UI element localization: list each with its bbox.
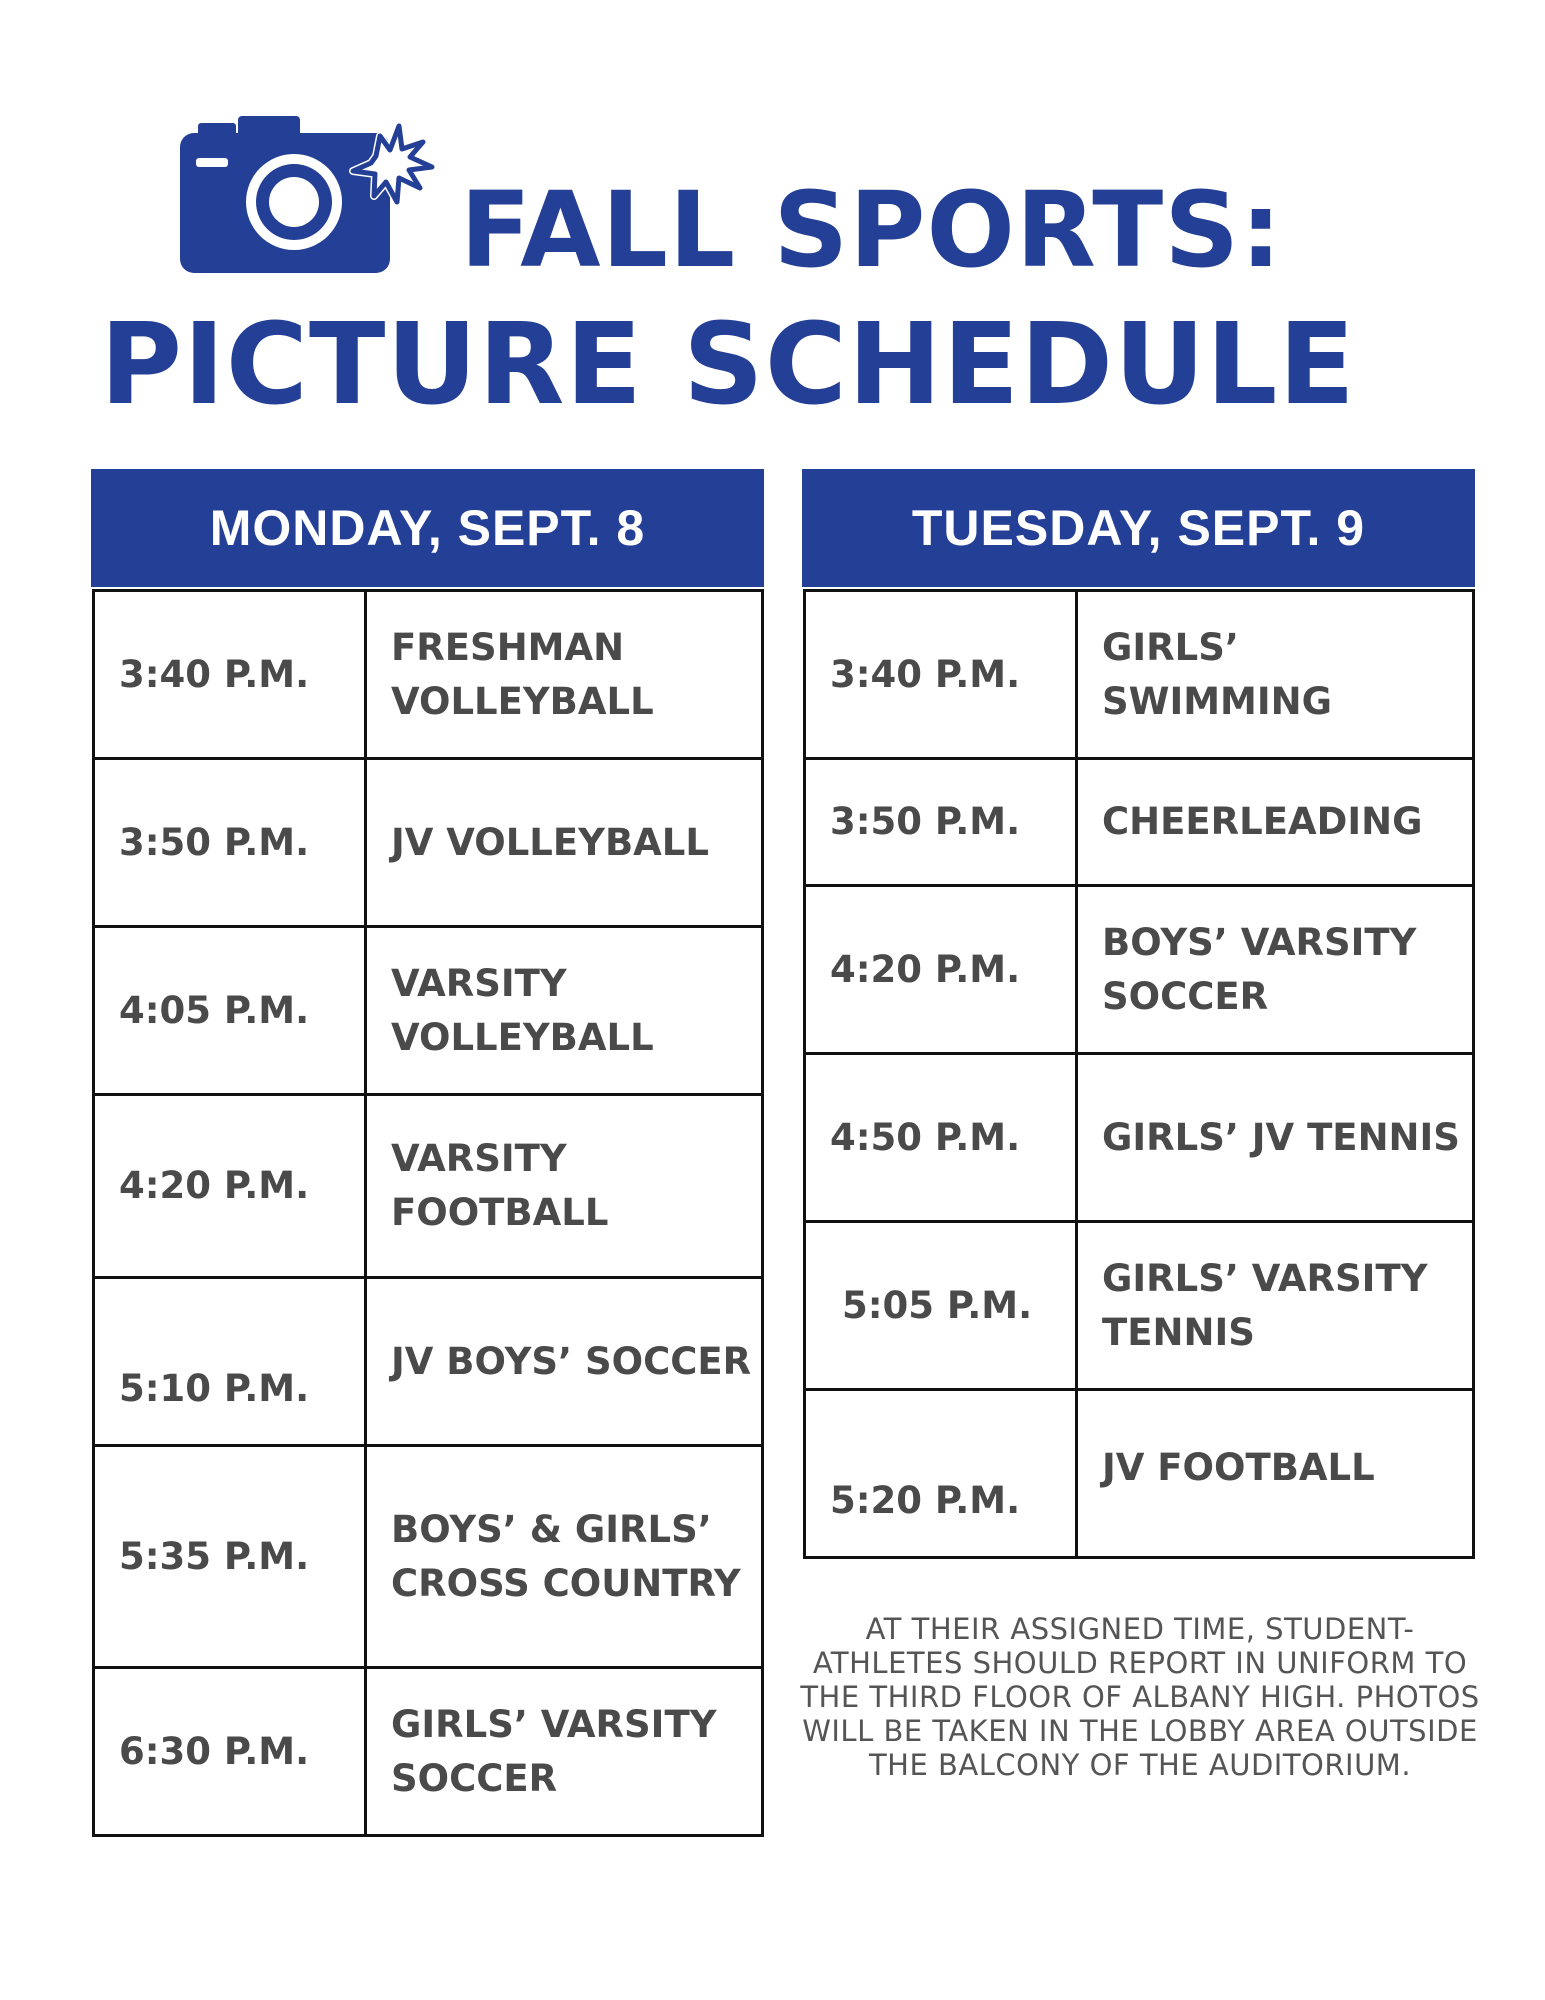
event-cell: CHEERLEADING [1077, 759, 1474, 886]
time-cell: 3:50 P.M. [805, 759, 1077, 886]
event-cell: GIRLS’ SWIMMING [1077, 591, 1474, 759]
monday-schedule-table [92, 589, 764, 1837]
time-cell: 4:20 P.M. [805, 886, 1077, 1054]
page-title-line1: FALL SPORTS: [460, 169, 1283, 291]
time-cell: 4:05 P.M. [94, 927, 366, 1095]
event-cell: JV BOYS’ SOCCER [366, 1278, 763, 1446]
time-cell: 4:20 P.M. [94, 1095, 366, 1278]
time-cell: 5:10 P.M. [94, 1278, 366, 1446]
table-row [805, 1054, 1474, 1222]
event-cell: JV FOOTBALL [1077, 1390, 1474, 1558]
time-cell: 5:20 P.M. [805, 1390, 1077, 1558]
table-row [94, 927, 763, 1095]
camera-flash-icon [178, 78, 438, 278]
event-cell: BOYS’ VARSITY SOCCER [1077, 886, 1474, 1054]
table-row [805, 759, 1474, 886]
table-row [94, 1668, 763, 1836]
table-row [805, 1390, 1474, 1558]
time-cell: 5:35 P.M. [94, 1446, 366, 1668]
footnote: AT THEIR ASSIGNED TIME, STUDENT-ATHLETES SHOULD REPORT IN UNIFORM TO THE THIRD FLOOR OF ALBANY HIGH. PHOTOS WILL BE TAKEN IN THE LOBBY AREA OUTSIDE THE BALCONY OF THE AUDITORIUM. [800, 1612, 1480, 1782]
table-row [805, 591, 1474, 759]
time-cell: 4:50 P.M. [805, 1054, 1077, 1222]
tuesday-schedule-table [803, 589, 1475, 1559]
time-cell: 5:05 P.M. [805, 1222, 1077, 1390]
event-cell: VARSITY FOOTBALL [366, 1095, 763, 1278]
event-cell: VARSITY VOLLEYBALL [366, 927, 763, 1095]
time-cell: 3:40 P.M. [94, 591, 366, 759]
event-cell: JV VOLLEYBALL [366, 759, 763, 927]
table-row [94, 591, 763, 759]
table-row [805, 1222, 1474, 1390]
table-row [94, 1095, 763, 1278]
table-row [805, 886, 1474, 1054]
event-cell: GIRLS’ VARSITY TENNIS [1077, 1222, 1474, 1390]
table-row [94, 759, 763, 927]
table-row [94, 1278, 763, 1446]
event-cell: GIRLS’ VARSITY SOCCER [366, 1668, 763, 1836]
event-cell: GIRLS’ JV TENNIS [1077, 1054, 1474, 1222]
event-cell: BOYS’ & GIRLS’ CROSS COUNTRY [366, 1446, 763, 1668]
time-cell: 3:50 P.M. [94, 759, 366, 927]
event-cell: FRESHMAN VOLLEYBALL [366, 591, 763, 759]
monday-header: MONDAY, SEPT. 8 [91, 469, 764, 587]
table-row [94, 1446, 763, 1668]
tuesday-header: TUESDAY, SEPT. 9 [802, 469, 1475, 587]
time-cell: 6:30 P.M. [94, 1668, 366, 1836]
time-cell: 3:40 P.M. [805, 591, 1077, 759]
page-title-line2: PICTURE SCHEDULE [100, 300, 1356, 430]
